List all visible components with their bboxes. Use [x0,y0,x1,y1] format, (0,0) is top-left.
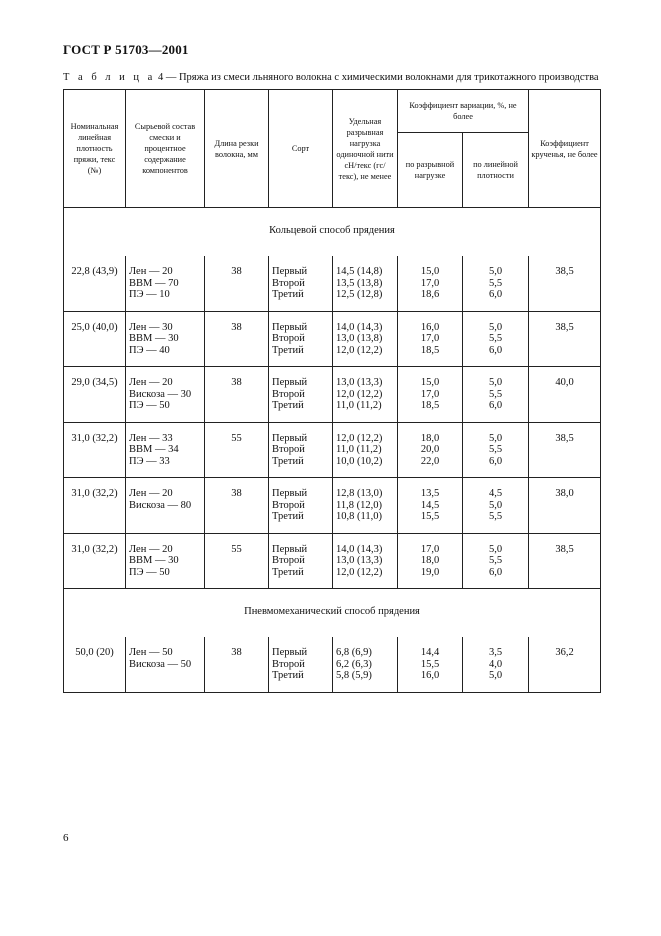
cell-load-line: 11,0 (11,2) [336,444,382,455]
cell-density [64,256,126,311]
cell-cut-length-value: 38 [231,647,242,658]
cell-twist [529,478,601,534]
cell-load-line: 12,0 (12,2) [336,566,383,578]
cell-variation-load-line: 18,0 [420,555,440,566]
cell-load-line: 11,8 (12,0) [336,499,382,511]
cell-load [333,478,398,534]
table-row [64,422,601,478]
cell-variation-load-line: 22,0 [420,455,440,467]
cell-variation-load [398,311,463,367]
cell-grade [269,533,333,589]
cell-cut-length-value: 55 [231,432,242,444]
cell-load-line: 13,5 (13,8) [336,277,383,289]
cell-grade [269,256,333,311]
cell-composition [126,478,205,534]
caption-text: 4 — Пряжа из смеси льняного волокна с химическими волокнами для трикотажного производства [157,72,599,83]
cell-cut-length-value: 38 [231,488,242,499]
cell-grade-line: Первый [272,266,308,277]
cell-variation-load-line: 14,4 [420,647,440,658]
cell-variation-load [398,367,463,423]
cell-load [333,637,398,692]
cell-variation-load-line: 15,0 [420,377,440,388]
cell-load-line: 14,0 (14,3) [336,321,383,333]
cell-variation-load-line: 20,0 [420,444,440,455]
cell-twist-value: 38,5 [555,432,574,444]
cell-variation-density [463,533,529,589]
cell-composition-line: ПЭ — 50 [129,566,170,578]
cell-variation-load-line: 18,5 [420,344,440,356]
cell-variation-density-line: 5,0 [488,499,503,511]
cell-load-line: 6,8 (6,9) [336,647,372,658]
cell-variation-density-line: 6,0 [488,566,503,578]
cell-cut-length [205,367,269,423]
cell-cut-length [205,533,269,589]
cell-twist-value: 38,5 [555,543,574,555]
cell-variation-density-line: 5,0 [488,377,503,388]
cell-composition-line: Лен — 20 [129,377,173,388]
cell-variation-load-line: 17,0 [420,543,440,555]
cell-density-value: 22,8 (43,9) [71,266,118,277]
cell-load-line: 5,8 (5,9) [336,670,372,681]
cell-load [333,256,398,311]
cell-composition [126,533,205,589]
cell-twist-value: 38,0 [555,488,574,499]
cell-load-line: 12,8 (13,0) [336,488,383,499]
yarn-properties-table [63,89,601,693]
cell-variation-density-line: 5,0 [488,670,503,681]
cell-cut-length-value: 38 [231,266,242,277]
cell-grade-line: Второй [272,555,305,566]
cell-grade-line: Первый [272,321,308,333]
cell-cut-length [205,256,269,311]
header-twist: Коэффициент крученья, не более [529,90,601,208]
cell-load-line: 10,8 (11,0) [336,511,382,522]
cell-variation-density [463,422,529,478]
cell-composition-line: Вискоза — 80 [129,499,192,511]
cell-twist-value: 36,2 [555,647,574,658]
cell-variation-density-line: 5,0 [488,432,503,444]
cell-composition-line: ПЭ — 33 [129,455,170,467]
cell-variation-load [398,637,463,692]
cell-density-value: 29,0 (34,5) [71,377,118,388]
cell-twist-value: 38,5 [555,321,574,333]
cell-grade-line: Третий [272,400,304,411]
cell-variation-density-line: 4,0 [488,658,503,670]
caption-label: Т а б л и ц а [63,72,156,83]
cell-variation-load-line: 16,0 [420,670,440,681]
cell-load-line: 12,0 (12,2) [336,388,383,400]
cell-cut-length [205,311,269,367]
section-title: Пневмомеханический способ прядения [64,589,601,638]
cell-variation-density-line: 5,5 [488,555,503,566]
cell-variation-load-line: 19,0 [420,566,440,578]
cell-twist [529,533,601,589]
cell-composition-line: ПЭ — 50 [129,400,170,411]
cell-composition-line: Лен — 50 [129,647,173,658]
cell-cut-length [205,422,269,478]
cell-twist [529,637,601,692]
cell-density-value: 31,0 (32,2) [71,488,118,499]
cell-load-line: 12,5 (12,8) [336,289,383,300]
cell-variation-density-line: 3,5 [488,647,503,658]
cell-load-line: 13,0 (13,8) [336,333,383,344]
cell-load-line: 13,0 (13,3) [336,377,383,388]
table-caption [63,72,599,83]
cell-density-value: 25,0 (40,0) [71,321,118,333]
cell-density-value: 31,0 (32,2) [71,543,118,555]
cell-grade [269,478,333,534]
cell-load [333,311,398,367]
cell-variation-density [463,637,529,692]
cell-variation-density-line: 5,5 [488,511,503,522]
table-row [64,256,601,311]
cell-twist-value: 40,0 [555,377,574,388]
document-code: ГОСТ Р 51703—2001 [63,42,189,57]
cell-grade [269,422,333,478]
header-variation-group: Коэффициент вариации, %, не более [398,90,529,133]
cell-density [64,478,126,534]
cell-density [64,311,126,367]
header-load: Удельная разрывная нагрузка одиночной нити сН/текс (гс/текс), не менее [333,90,398,208]
cell-grade-line: Первый [272,647,308,658]
cell-grade-line: Третий [272,289,304,300]
cell-variation-load-line: 13,5 [420,488,440,499]
cell-density-value: 31,0 (32,2) [71,432,118,444]
cell-twist [529,256,601,311]
cell-grade-line: Второй [272,499,305,511]
cell-grade-line: Второй [272,388,305,400]
cell-variation-load-line: 17,0 [420,388,440,400]
header-cut-length: Длина резки волокна, мм [205,90,269,208]
cell-composition-line: ВВМ — 30 [129,333,179,344]
cell-variation-density-line: 6,0 [488,455,503,467]
cell-variation-load-line: 15,5 [420,511,440,522]
header-variation-load: по разрывной нагрузке [398,133,463,208]
cell-density-value: 50,0 (20) [75,647,114,658]
cell-composition-line: ПЭ — 40 [129,344,170,356]
cell-cut-length-value: 38 [231,377,242,388]
cell-variation-load-line: 18,6 [420,289,440,300]
page-number: 6 [63,832,69,844]
cell-composition-line: Лен — 20 [129,543,173,555]
cell-cut-length [205,478,269,534]
cell-variation-density [463,256,529,311]
cell-variation-load [398,533,463,589]
cell-variation-load-line: 16,0 [420,321,440,333]
cell-density [64,422,126,478]
cell-grade-line: Второй [272,333,305,344]
cell-composition-line: ВВМ — 70 [129,277,179,289]
section-header-row [64,208,601,257]
cell-composition [126,311,205,367]
cell-load-line: 11,0 (11,2) [336,400,382,411]
cell-load-line: 6,2 (6,3) [336,658,372,670]
cell-twist-value: 38,5 [555,266,574,277]
cell-composition-line: Лен — 20 [129,266,173,277]
cell-variation-load-line: 18,0 [420,432,440,444]
cell-variation-load-line: 15,0 [420,266,440,277]
cell-grade-line: Первый [272,432,308,444]
header-composition: Сырьевой состав смески и процентное содержание компонентов [126,90,205,208]
cell-variation-load-line: 18,5 [420,400,440,411]
cell-variation-density-line: 4,5 [488,488,503,499]
cell-composition-line: ВВМ — 34 [129,444,179,455]
table-row [64,533,601,589]
cell-variation-density-line: 5,5 [488,444,503,455]
cell-composition [126,422,205,478]
table-row [64,311,601,367]
cell-load [333,367,398,423]
cell-grade-line: Третий [272,670,304,681]
cell-variation-density-line: 5,0 [488,266,503,277]
cell-variation-load-line: 14,5 [420,499,440,511]
cell-variation-density-line: 6,0 [488,344,503,356]
cell-grade [269,367,333,423]
cell-composition-line: Лен — 20 [129,488,173,499]
cell-composition-line: ПЭ — 10 [129,289,170,300]
cell-variation-density-line: 6,0 [488,289,503,300]
cell-twist [529,422,601,478]
cell-grade-line: Первый [272,377,308,388]
section-header-row [64,589,601,638]
cell-grade-line: Первый [272,488,308,499]
cell-load [333,533,398,589]
cell-density [64,637,126,692]
cell-variation-density [463,311,529,367]
table-row [64,478,601,534]
cell-variation-load [398,422,463,478]
table-row [64,637,601,692]
cell-composition-line: ВВМ — 30 [129,555,179,566]
cell-composition-line: Лен — 30 [129,321,173,333]
cell-load-line: 14,0 (14,3) [336,543,383,555]
cell-cut-length-value: 55 [231,543,242,555]
cell-twist [529,311,601,367]
cell-variation-load [398,478,463,534]
cell-grade-line: Третий [272,344,304,356]
cell-load-line: 10,0 (10,2) [336,455,383,467]
cell-grade-line: Третий [272,455,304,467]
cell-load-line: 12,0 (12,2) [336,432,383,444]
cell-composition [126,256,205,311]
cell-variation-density-line: 6,0 [488,400,503,411]
cell-grade-line: Второй [272,277,305,289]
cell-twist [529,367,601,423]
cell-density [64,367,126,423]
table-row [64,367,601,423]
header-variation-density: по линейной плотности [463,133,529,208]
cell-composition-line: Вискоза — 50 [129,658,192,670]
cell-variation-density-line: 5,5 [488,277,503,289]
cell-variation-load-line: 17,0 [420,277,440,289]
cell-variation-density-line: 5,0 [488,321,503,333]
cell-load [333,422,398,478]
cell-variation-load-line: 17,0 [420,333,440,344]
cell-variation-density-line: 5,0 [488,543,503,555]
header-grade: Сорт [269,90,333,208]
table-body [64,208,601,693]
cell-grade-line: Второй [272,444,305,455]
cell-variation-density-line: 5,5 [488,333,503,344]
header-density: Номинальная линейная плотность пряжи, текс (№) [64,90,126,208]
cell-grade-line: Третий [272,566,304,578]
cell-grade-line: Второй [272,658,305,670]
cell-composition [126,637,205,692]
cell-variation-density [463,367,529,423]
cell-grade-line: Первый [272,543,308,555]
cell-load-line: 14,5 (14,8) [336,266,383,277]
cell-variation-load [398,256,463,311]
cell-grade [269,637,333,692]
cell-variation-density-line: 5,5 [488,388,503,400]
cell-load-line: 13,0 (13,3) [336,555,383,566]
cell-cut-length-value: 38 [231,321,242,333]
cell-grade [269,311,333,367]
cell-cut-length [205,637,269,692]
cell-density [64,533,126,589]
cell-composition-line: Лен — 33 [129,432,173,444]
cell-variation-load-line: 15,5 [420,658,440,670]
cell-load-line: 12,0 (12,2) [336,344,383,356]
cell-grade-line: Третий [272,511,304,522]
cell-variation-density [463,478,529,534]
cell-composition-line: Вискоза — 30 [129,388,192,400]
section-title: Кольцевой способ прядения [64,208,601,257]
cell-composition [126,367,205,423]
